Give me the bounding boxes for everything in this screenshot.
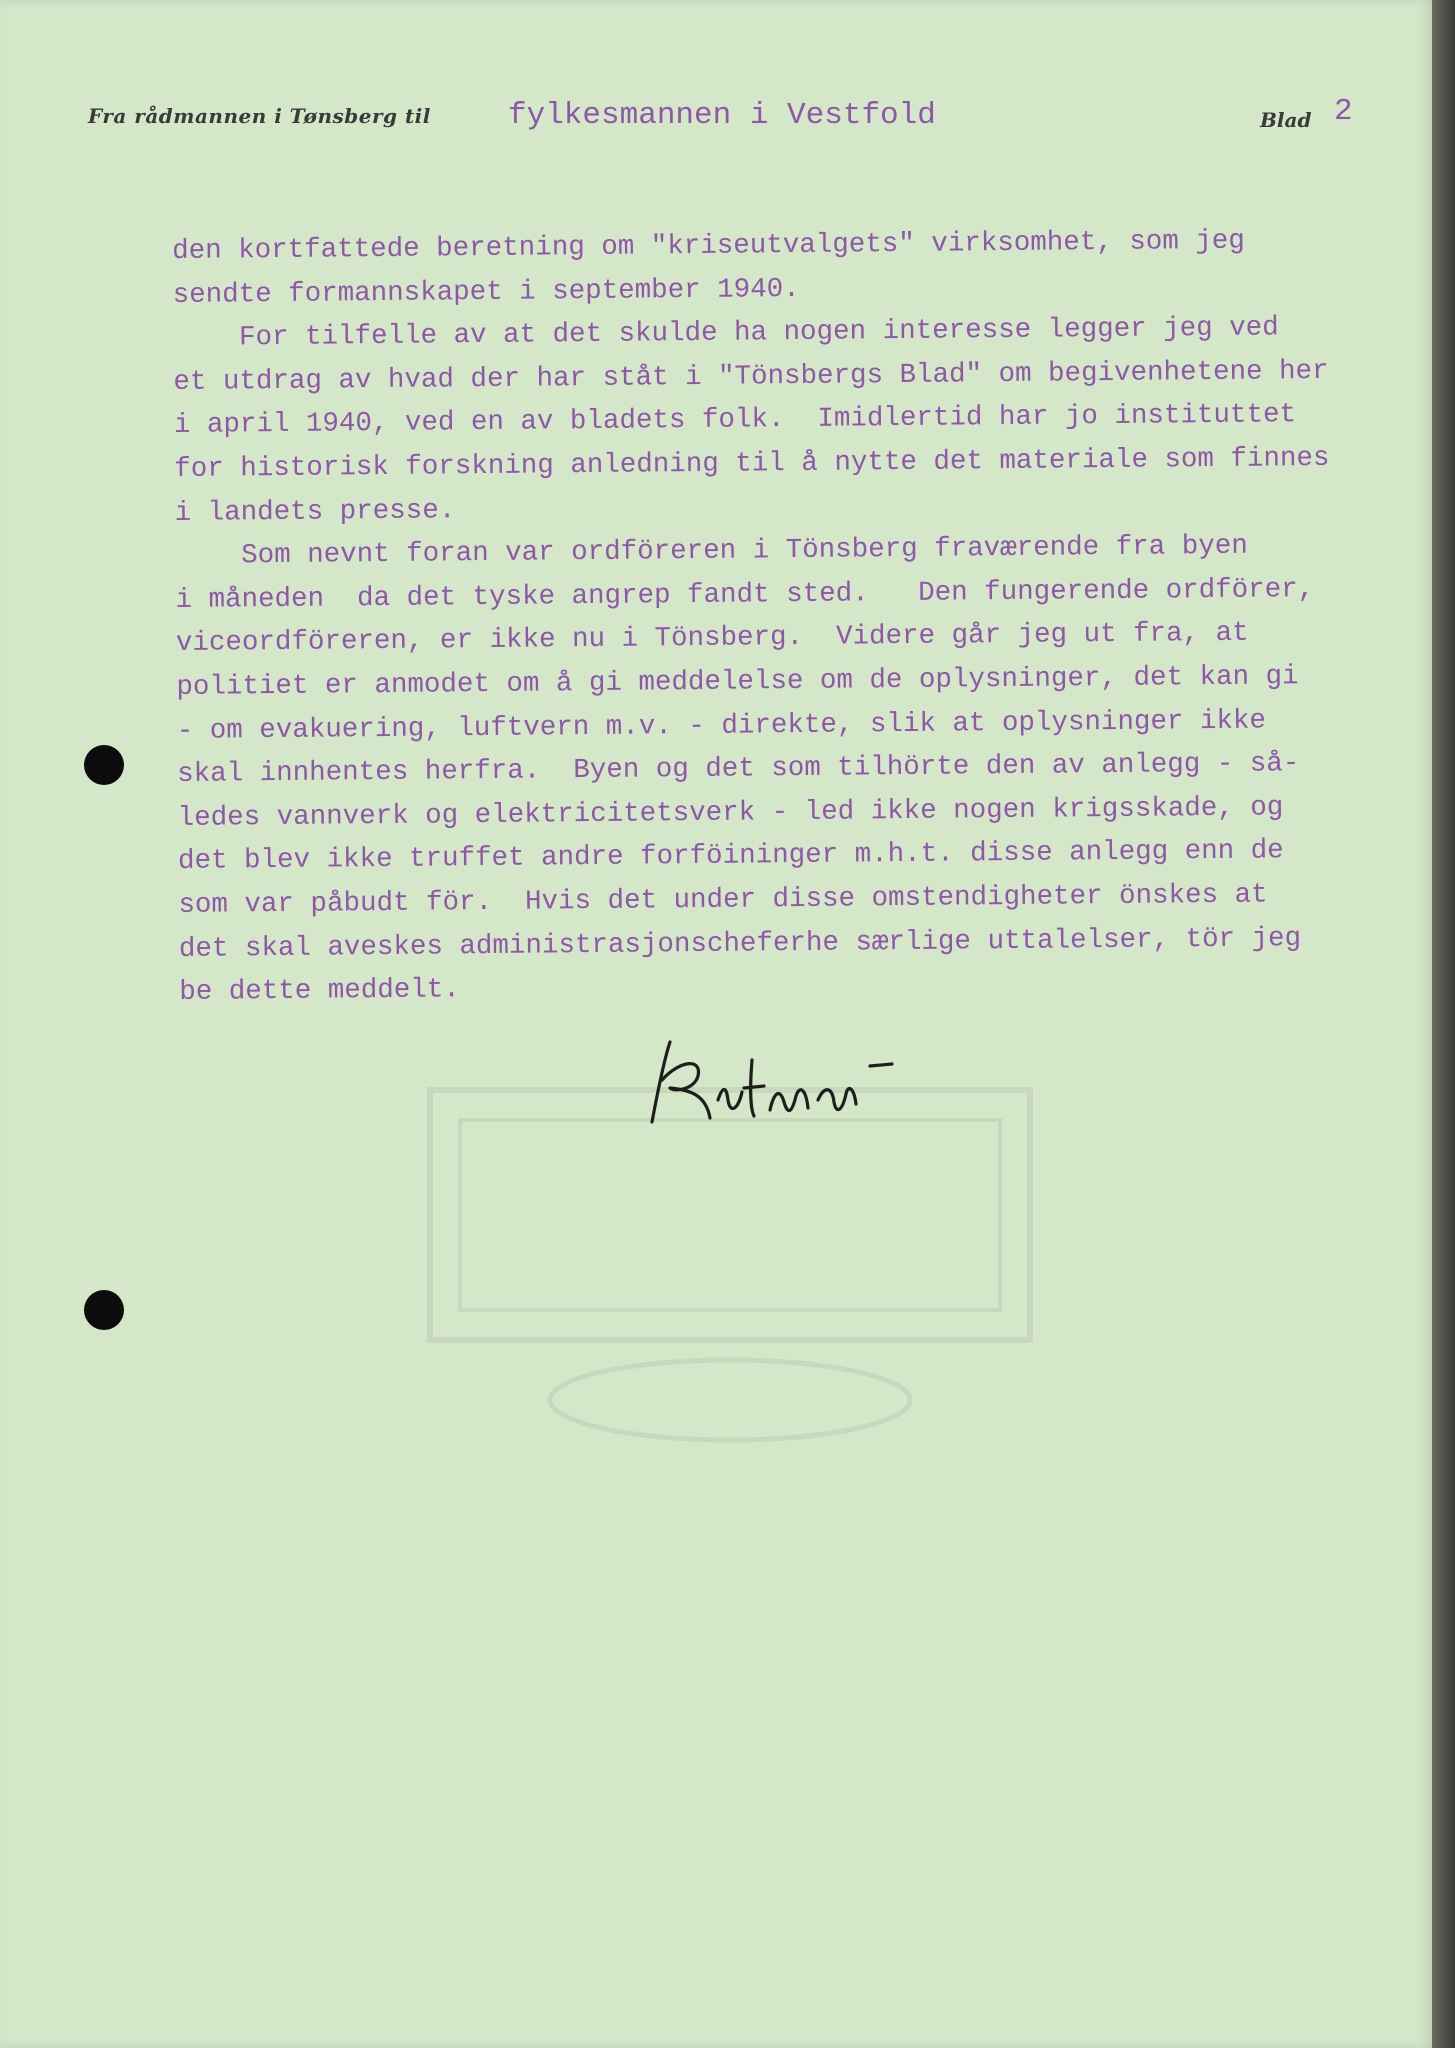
punch-hole: [84, 745, 124, 785]
body-line: sendte formannskapet i september 1940.: [172, 273, 800, 311]
body-line: et utdrag av hvad der har ståt i "Tönsbergs Blad" om begivenhetene her: [173, 355, 1329, 398]
body-line: ledes vannverk og elektricitetsverk - led ikke nogen krigsskade, og: [177, 792, 1284, 834]
body-line: det skal aveskes administrasjonscheferhe særlige uttalelser, tör jeg: [178, 922, 1302, 965]
body-line: den kortfattede beretning om "kriseutvalgets" virksomhet, som jeg: [172, 225, 1245, 267]
body-line: viceordföreren, er ikke nu i Tönsberg. Videre går jeg ut fra, at: [175, 618, 1249, 660]
body-line: be dette meddelt.: [179, 974, 461, 1009]
letterhead-sender: Fra rådmannen i Tønsberg til: [88, 104, 431, 128]
page-number: 2: [1334, 94, 1353, 129]
body-line: i april 1940, ved en av bladets folk. Imidlertid har jo instituttet: [173, 399, 1297, 442]
body-line: i landets presse.: [174, 494, 456, 529]
punch-hole: [84, 1290, 124, 1330]
body-line: politiet er anmodet om å gi meddelelse om de oplysninger, det kan gi: [176, 661, 1299, 703]
body-line: for historisk forskning anledning til å nytte det materiale som finnes: [174, 442, 1330, 485]
letterhead-recipient: fylkesmannen i Vestfold: [508, 98, 936, 133]
scan-edge: [1432, 0, 1455, 2048]
body-line: Som nevnt foran var ordföreren i Tönsberg fraværende fra byen: [174, 530, 1248, 573]
body-line: i måneden da det tyske angrep fandt sted. Den fungerende ordförer,: [175, 573, 1315, 616]
body-line: det blev ikke truffet andre forföininger m.h.t. disse anlegg enn de: [177, 835, 1284, 878]
body-line: For tilfelle av at det skulde ha nogen interesse legger jeg ved: [172, 312, 1279, 355]
body-line: - om evakuering, luftvern m.v. - direkte, slik at oplysninger ikke: [176, 705, 1267, 747]
page-label: Blad: [1260, 108, 1312, 132]
letter-body: [172, 218, 1419, 1015]
body-line: som var påbudt för. Hvis det under disse omstendigheter önskes at: [178, 879, 1268, 921]
body-line: skal innhentes herfra. Byen og det som tilhörte den av anlegg - så-: [177, 748, 1300, 791]
faint-watermark-stamp: [420, 1080, 1040, 1450]
